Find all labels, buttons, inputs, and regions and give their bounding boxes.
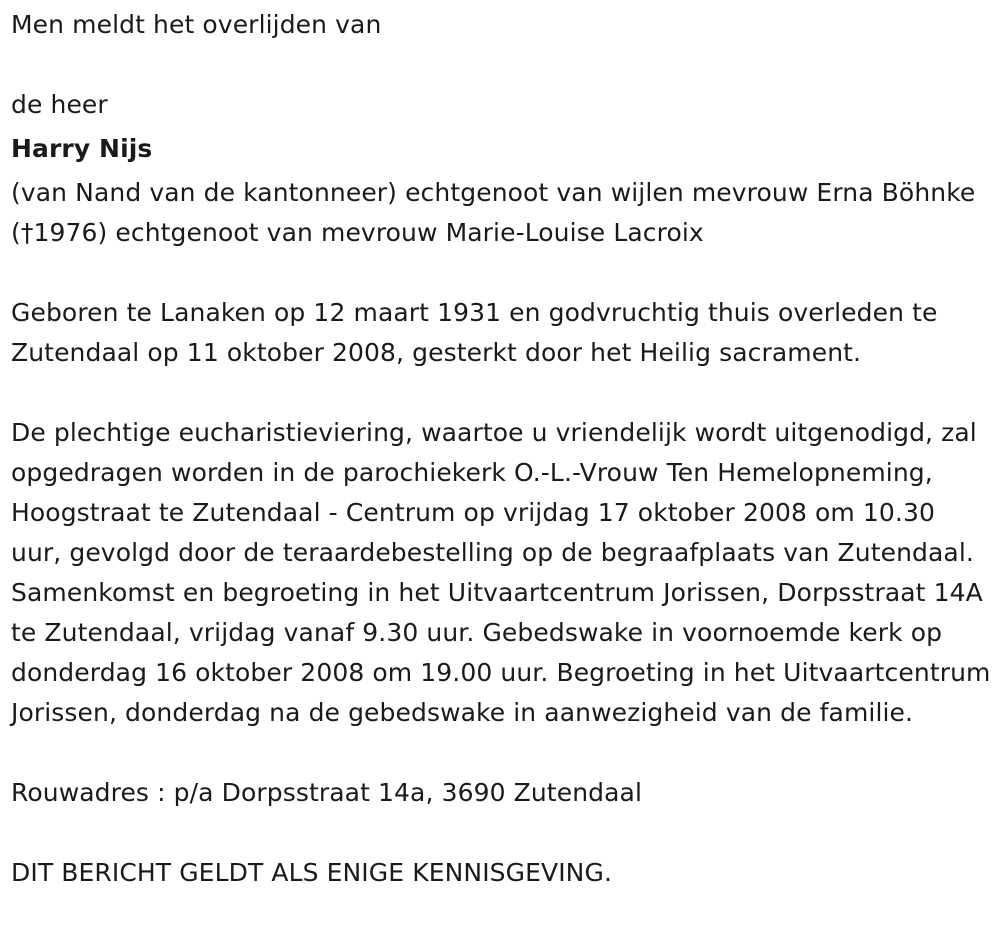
spacer (11, 253, 991, 293)
deceased-name: Harry Nijs (11, 134, 153, 163)
mourning-address: Rouwadres : p/a Dorpsstraat 14a, 3690 Zutendaal (11, 778, 642, 807)
birth-death-text: Geboren te Lanaken op 12 maart 1931 en godvruchtig thuis overleden te Zutendaal op 11 oktober 2008, gesterkt door het Heilig sacrament. (11, 298, 938, 367)
closing-statement: DIT BERICHT GELDT ALS ENIGE KENNISGEVING. (11, 858, 612, 887)
spacer (11, 813, 991, 853)
title-prefix: de heer (11, 90, 108, 119)
spacer (11, 373, 991, 413)
relations-text: (van Nand van de kantonneer) echtgenoot van wijlen mevrouw Erna Böhnke (†1976) echtgenoot van mevrouw Marie-Louise Lacroix (11, 178, 976, 247)
spacer (11, 733, 991, 773)
notice-intro: Men meldt het overlijden van (11, 10, 382, 39)
spacer (11, 45, 991, 85)
ceremony-text: De plechtige eucharistieviering, waartoe u vriendelijk wordt uitgenodigd, zal opgedragen worden in de parochiekerk O.-L.-Vrouw Ten Hemelopneming, Hoogstraat te Zutendaal - Centrum op vrijdag 17 oktober 2008 om 10.30 uur, gevolgd door de teraardebestelling op de begraafplaats van Zutendaal. Samenkomst en begroeting in het Uitvaartcentrum Jorissen, Dorpsstraat 14A te Zutendaal, vrijdag vanaf 9.30 uur. Gebedswake in voornoemde kerk op donderdag 16 oktober 2008 om 19.00 uur. Begroeting in het Uitvaartcentrum Jorissen, donderdag na de gebedswake in aanwezigheid van de familie. (11, 418, 991, 727)
death-notice (11, 5, 991, 893)
